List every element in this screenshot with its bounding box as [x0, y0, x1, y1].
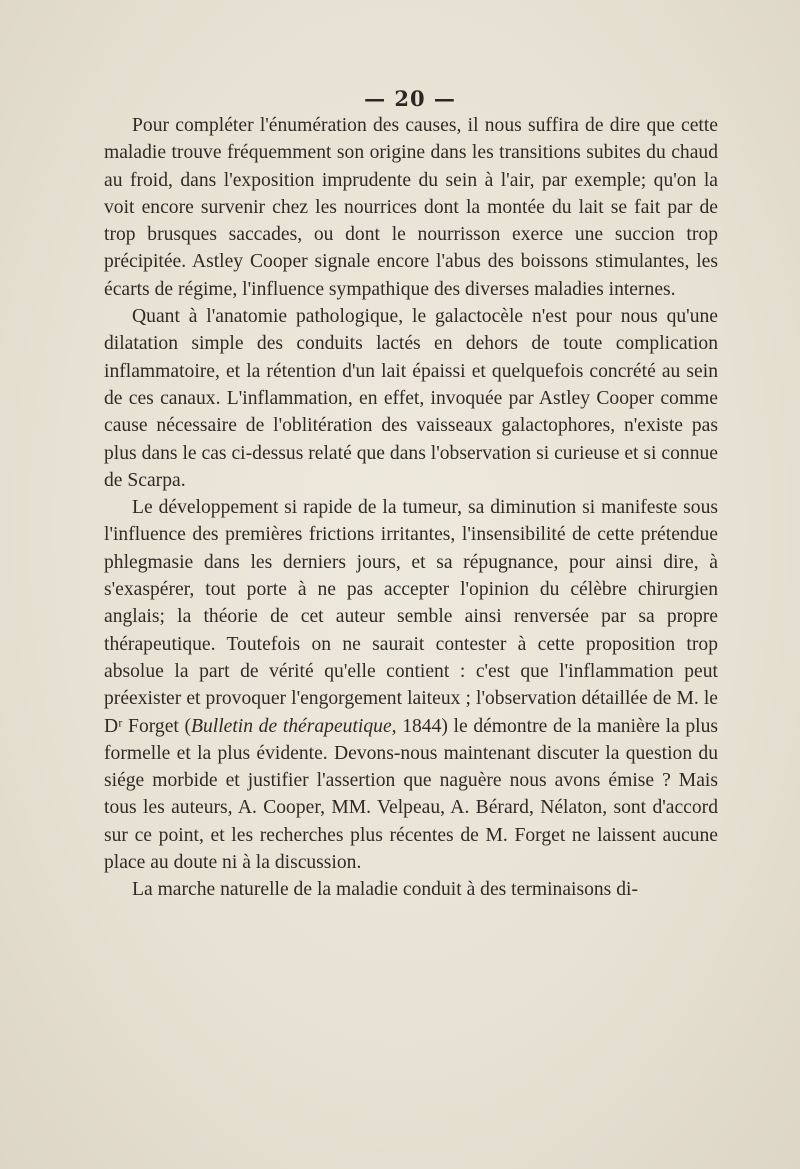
journal-title: Bulletin de thérapeutique — [191, 715, 392, 737]
page-number: — 20 — — [364, 86, 456, 111]
paragraph-development — [104, 494, 718, 876]
paragraph-anatomy: Quant à l'anatomie pathologique, le galactocèle n'est pour nous qu'une dilatation simple des conduits lactés en dehors de toute complication inflammatoire, et la rétention d'un lait épaissi et quelquefois concrété au sein de ces canaux. L'inflammation, en effet, invoquée par Astley Cooper comme cause nécessaire de l'oblitération des vaisseaux galactophores, n'existe pas plus dans le cas ci-dessus relaté que dans l'observation si curieuse et si connue de Scarpa. — [104, 306, 718, 491]
paragraph-progression: La marche naturelle de la maladie conduit à des terminaisons di- — [132, 879, 638, 901]
paragraph-development-text-before: Le développement si rapide de la tumeur, sa diminution si manifeste sous l'influence des premières frictions irritantes, l'insensibilité de cette prétendue phlegmasie dans les derniers jours, et sa répugnance, pour ainsi dire, à s'exaspérer, tout porte à ne pas accepter l'opinion du célèbre chirurgien anglais; la théorie de cet auteur semble ainsi renversée par sa propre thérapeutique. Toutefois on ne saurait contester à cette proposition trop absolue la part de vérité qu'elle contient : c'est que l'inflammation peut préexister et provoquer l'engorgement laiteux ; l'observation détaillée de M. le Dʳ Forget ( — [104, 497, 718, 737]
text-body — [104, 112, 718, 904]
paragraph-development-text-after: , 1844) le démontre de la manière la plus formelle et la plus évidente. Devons-nous maintenant discuter la question du siége morbide et justifier l'assertion que naguère nous avons émise ? Mais tous les auteurs, A. Cooper, MM. Velpeau, A. Bérard, Nélaton, sont d'accord sur ce point, et les recherches plus récentes de M. Forget ne laissent aucune place au doute ni à la discussion. — [104, 715, 719, 874]
paragraph-causes: Pour compléter l'énumération des causes, il nous suffira de dire que cette maladie trouve fréquemment son origine dans les transitions subites du chaud au froid, dans l'exposition imprudente du sein à l'air, par exemple; qu'on la voit encore survenir chez les nourrices dont la montée du lait se fait par de trop brusques saccades, ou dont le nourrisson exerce une succion trop précipitée. Astley Cooper signale encore l'abus des boissons stimulantes, les écarts de régime, l'influence sympathique des diverses maladies internes. — [104, 115, 718, 300]
